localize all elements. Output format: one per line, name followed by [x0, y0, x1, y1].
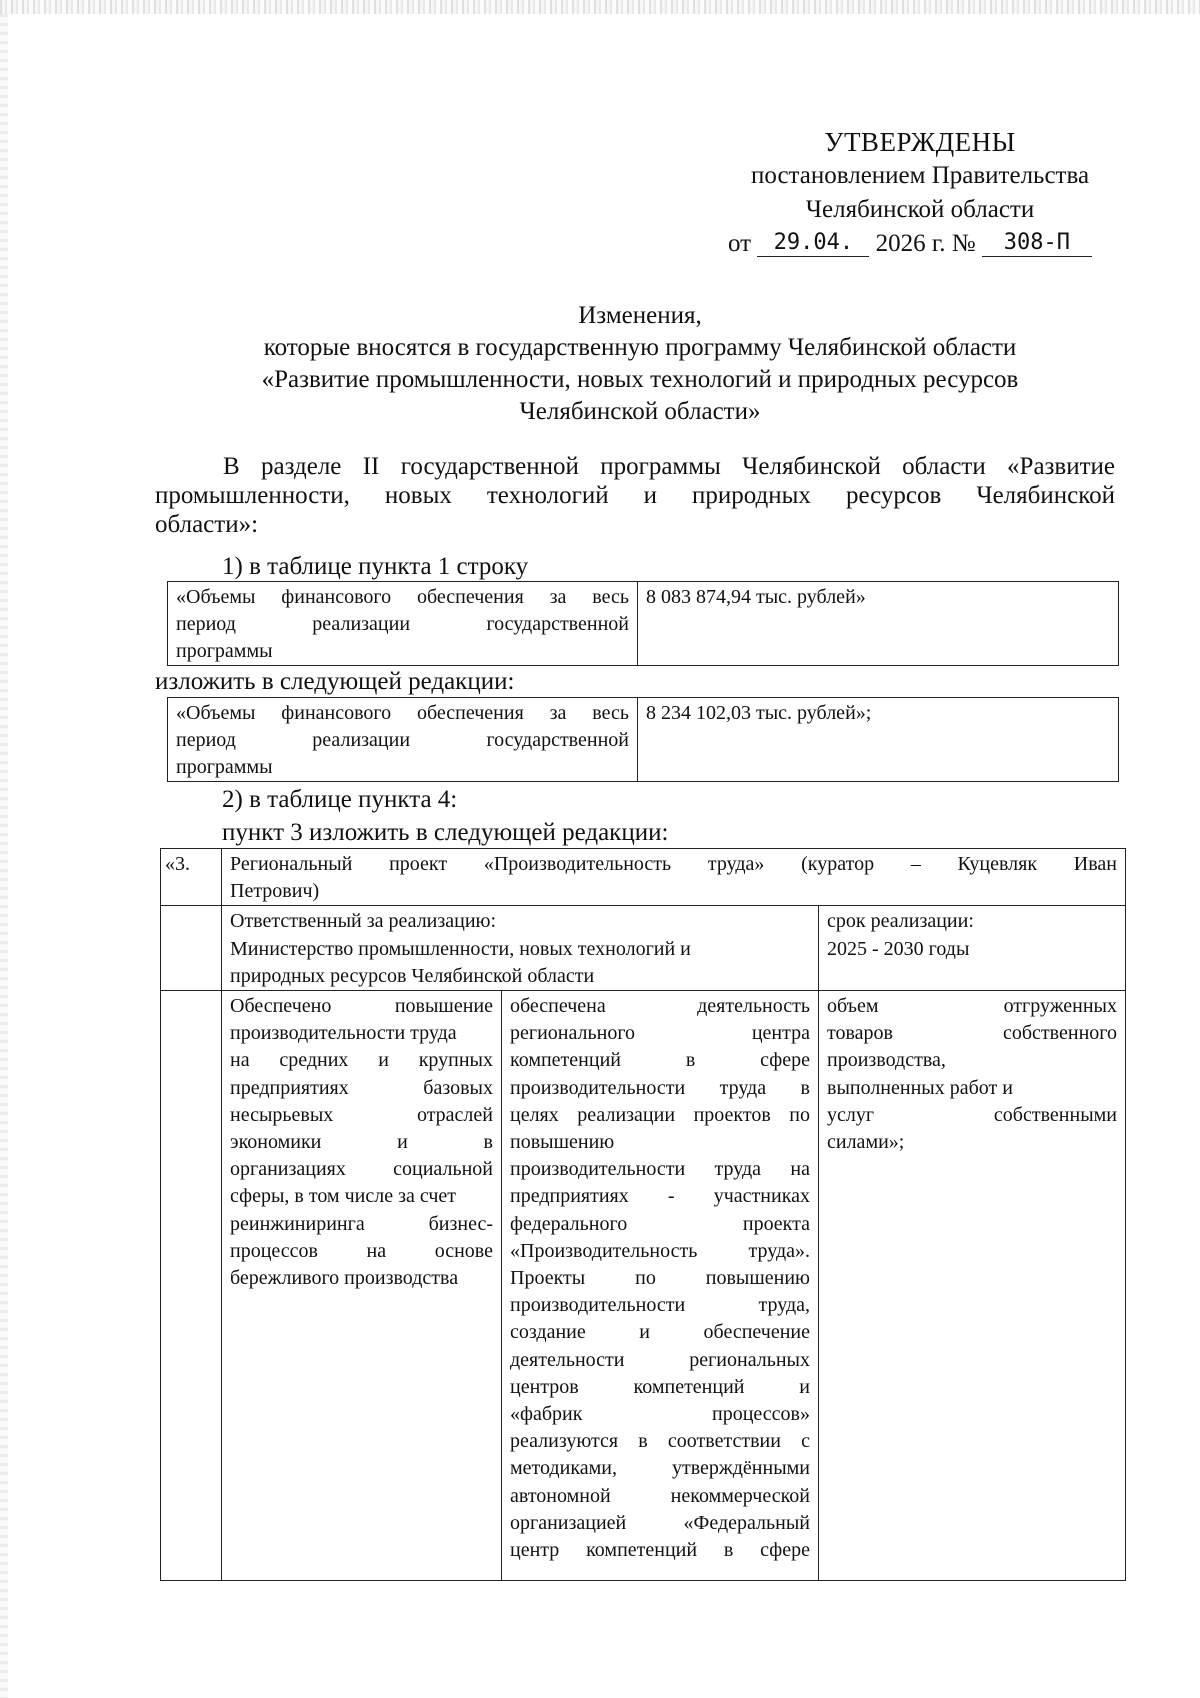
scan-edge-left [0, 14, 8, 1698]
replace-text: изложить в следующей редакции: [155, 668, 515, 695]
responsible-line: Ответственный за реализацию: [230, 910, 497, 933]
empty-number-cell [161, 906, 222, 991]
old-label-cell [168, 582, 638, 666]
goal-line: предприятиях базовых [230, 1076, 493, 1099]
responsible-line: природных ресурсов Челябинской области [230, 964, 595, 987]
goal-line: организациях социальной [230, 1158, 493, 1181]
term-line: 2025 - 2030 годы [827, 937, 970, 960]
task-line: обеспечена деятельность [510, 995, 810, 1018]
task-line: целях реализации проектов по [510, 1103, 810, 1126]
goal-line: производительности труда [230, 1022, 457, 1045]
task-line: организацией «Федеральный [510, 1511, 810, 1534]
indicator-line: выполненных работ и [827, 1076, 1013, 1099]
intro-paragraph [155, 452, 1115, 539]
decree-number: 308-П [982, 230, 1092, 257]
task-line: производительности труда, [510, 1294, 810, 1317]
indicator-line: производства, [827, 1049, 946, 1072]
task-line: повышению [510, 1131, 615, 1154]
indicator-cell [819, 991, 1126, 1581]
goal-line: процессов на основе [230, 1239, 493, 1262]
document-title [150, 300, 1130, 428]
task-line: центров компетенций и [510, 1375, 810, 1398]
approval-line-1: постановлением Правительства [750, 162, 1090, 189]
indicator-line: объем отгруженных [827, 995, 1117, 1018]
goal-line: Обеспечено повышение [230, 995, 493, 1018]
title-line-3: «Развитие промышленности, новых технологий и природных ресурсов [261, 366, 1019, 393]
task-line: компетенций в сфере [510, 1049, 810, 1072]
new-value-cell: 8 234 102,03 тыс. рублей»; [638, 698, 1119, 782]
goal-line: на средних и крупных [230, 1049, 493, 1072]
date-prefix: от [728, 230, 752, 257]
project-line: Региональный проект «Производительность труда» (куратор – Куцевляк Иван [230, 853, 1117, 875]
task-line: «Производительность труда». [510, 1239, 810, 1262]
year-text: 2026 г. № [875, 230, 976, 257]
term-cell [819, 906, 1126, 991]
approval-date-line [700, 227, 1140, 261]
project-table [160, 848, 1126, 1581]
responsible-line: Министерство промышленности, новых технологий и [230, 937, 691, 960]
item-2-text: 2) в таблице пункта 4: [222, 786, 458, 813]
task-line: Проекты по повышению [510, 1267, 810, 1290]
new-row-table [167, 697, 1119, 782]
item-2-sub-text: пункт 3 изложить в следующей редакции: [222, 819, 669, 846]
table-row [161, 849, 1126, 906]
new-label-line: «Объемы финансового обеспечения за весь [176, 702, 629, 724]
approval-line-2: Челябинской области [805, 196, 1035, 223]
new-label-cell [168, 698, 638, 782]
title-line-4: Челябинской области» [519, 398, 761, 425]
task-line: регионального центра [510, 1022, 810, 1045]
goal-line: бережливого производства [230, 1267, 459, 1290]
table-row [168, 698, 1119, 782]
row-number-cell: «3. [161, 849, 222, 906]
goal-line: сферы, в том числе за счет [230, 1185, 457, 1208]
task-line: реализуются в соответствии с [510, 1430, 810, 1453]
task-line: предприятиях - участниках [510, 1185, 810, 1208]
project-line: Петрович) [230, 880, 320, 903]
empty-number-cell [161, 991, 222, 1581]
title-line-1: Изменения, [578, 302, 702, 329]
goal-line: реинжиниринга бизнес- [230, 1212, 493, 1235]
project-name-cell [222, 849, 1126, 906]
task-line: федерального проекта [510, 1212, 810, 1235]
new-label-line: программы [176, 756, 273, 778]
task-line: производительности труда на [510, 1158, 810, 1181]
table-row [161, 991, 1126, 1581]
intro-line-2: промышленности, новых технологий и природных ресурсов Челябинской [155, 482, 1115, 509]
scan-edge-top [0, 0, 1200, 14]
task-line: автономной некоммерческой [510, 1484, 810, 1507]
new-label-line: период реализации государственной [176, 729, 629, 751]
table-row [161, 906, 1126, 991]
old-label-line: «Объемы финансового обеспечения за весь [176, 586, 629, 608]
old-value-cell: 8 083 874,94 тыс. рублей» [638, 582, 1119, 666]
term-line: срок реализации: [827, 910, 974, 933]
indicator-line: услуг собственными [827, 1103, 1117, 1126]
title-line-2: которые вносятся в государственную программу Челябинской области [263, 334, 1017, 361]
approval-block [700, 125, 1140, 261]
approval-heading: УТВЕРЖДЕНЫ [824, 127, 1016, 157]
task-line: создание и обеспечение [510, 1321, 810, 1344]
task-line: центр компетенций в сфере [510, 1539, 810, 1562]
task-line: производительности труда в [510, 1076, 810, 1099]
date-value: 29.04. [757, 230, 869, 257]
goal-line: несырьевых отраслей [230, 1103, 493, 1126]
item-1-text: 1) в таблице пункта 1 строку [222, 553, 529, 580]
old-row-table [167, 581, 1119, 666]
old-label-line: программы [176, 640, 273, 662]
intro-line-3: области»: [155, 511, 259, 538]
goal-line: экономики и в [230, 1131, 493, 1154]
goal-cell [222, 991, 502, 1581]
indicator-line: товаров собственного [827, 1022, 1117, 1045]
intro-line-1: В разделе II государственной программы Челябинской области «Развитие [223, 453, 1115, 480]
table-row [168, 582, 1119, 666]
task-line: деятельности региональных [510, 1348, 810, 1371]
task-line: методиками, утверждёнными [510, 1457, 810, 1480]
old-label-line: период реализации государственной [176, 613, 629, 635]
indicator-line: силами»; [827, 1131, 905, 1154]
task-cell [502, 991, 819, 1581]
responsible-cell [222, 906, 819, 991]
task-line: «фабрик процессов» [510, 1403, 810, 1426]
